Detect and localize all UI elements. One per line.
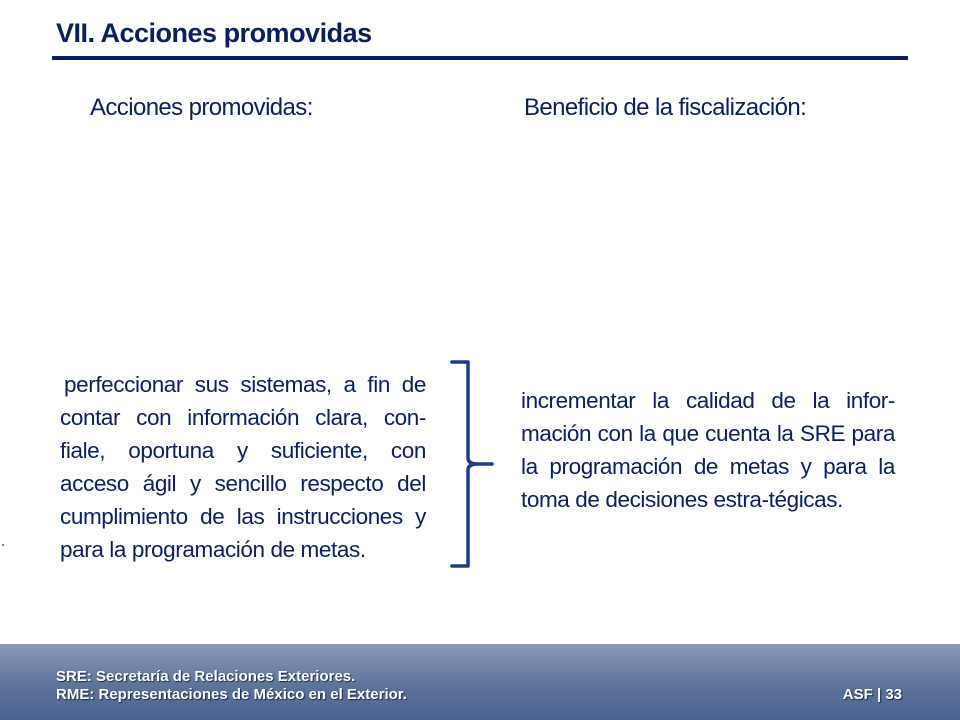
left-column-heading: Acciones promovidas:: [90, 94, 313, 121]
benefit-paragraph: incrementar la calidad de la infor-mación con la que cuenta la SRE para la programación de metas y para la toma de decisiones estra-tégicas.: [521, 388, 895, 512]
footer-note-rme: RME: Representaciones de México en el Exterior.: [56, 686, 407, 703]
footer-note-sre: SRE: Secretaría de Relaciones Exteriores.: [56, 668, 356, 685]
page-number: ASF | 33: [842, 686, 902, 703]
stray-mark: [2, 544, 4, 546]
slide-title: VII. Acciones promovidas: [56, 18, 372, 48]
right-brace-connector: [448, 358, 496, 570]
actions-paragraph: perfeccionar sus sistemas, a fin de contar con información clara, con-fiale, oportuna y suficiente, con acceso ágil y sencillo respecto del cumplimiento de las instrucciones y para la programación de metas.: [60, 372, 426, 562]
title-underline: [52, 56, 908, 60]
right-column-heading: Beneficio de la fiscalización:: [524, 94, 807, 121]
